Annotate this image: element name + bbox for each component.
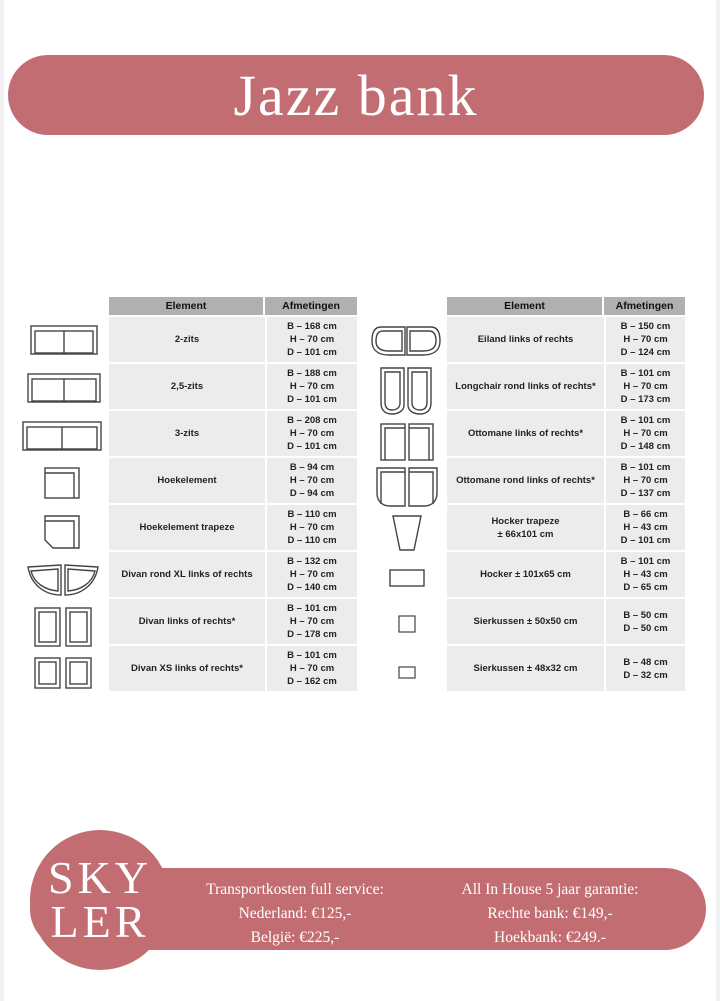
- island-icon: [371, 325, 441, 357]
- sofa-2-5-seat-icon: [27, 373, 101, 403]
- corner-element-icon: [44, 467, 80, 499]
- element-name: Hocker trapeze ± 66x101 cm: [447, 505, 604, 550]
- element-dimensions: B – 101 cm H – 70 cm D – 137 cm: [604, 458, 685, 503]
- element-name: Divan rond XL links of rechts: [109, 552, 265, 597]
- element-dimensions: B – 188 cm H – 70 cm D – 101 cm: [265, 364, 357, 409]
- table-row: [109, 364, 357, 409]
- element-dimensions: B – 208 cm H – 70 cm D – 101 cm: [265, 411, 357, 456]
- element-dimensions: B – 101 cm H – 70 cm D – 173 cm: [604, 364, 685, 409]
- longchair-round-icon: [380, 367, 432, 415]
- logo-line-2: LER: [50, 896, 150, 947]
- transport-belgium: België: €225,-: [250, 929, 340, 946]
- table-row: [109, 317, 357, 362]
- table-row: [447, 646, 685, 691]
- element-name: Ottomane links of rechts*: [447, 411, 604, 456]
- element-dimensions: B – 50 cm D – 50 cm: [604, 599, 685, 644]
- transport-title: Transportkosten full service:: [206, 881, 384, 898]
- hocker-trapeze-icon: [392, 515, 422, 551]
- divan-round-xl-icon: [25, 561, 101, 597]
- right-spec-table: [447, 295, 685, 693]
- column-header-element: Element: [447, 297, 604, 315]
- element-dimensions: B – 48 cm D – 32 cm: [604, 646, 685, 691]
- title-banner: [8, 55, 704, 135]
- column-header-dimensions: Afmetingen: [604, 297, 685, 315]
- cushion-50-icon: [398, 615, 416, 633]
- table-row: [109, 458, 357, 503]
- element-dimensions: B – 101 cm H – 43 cm D – 65 cm: [604, 552, 685, 597]
- element-name: Hoekelement: [109, 458, 265, 503]
- element-name: 3-zits: [109, 411, 265, 456]
- sofa-2-seat-icon: [30, 325, 98, 355]
- element-dimensions: B – 101 cm H – 70 cm D – 178 cm: [265, 599, 357, 644]
- table-row: [447, 599, 685, 644]
- table-row: [447, 505, 685, 550]
- element-dimensions: B – 168 cm H – 70 cm D – 101 cm: [265, 317, 357, 362]
- transport-costs: [183, 878, 407, 950]
- element-name: Hocker ± 101x65 cm: [447, 552, 604, 597]
- element-name: Divan XS links of rechts*: [109, 646, 265, 691]
- ottoman-round-icon: [376, 467, 438, 507]
- table-row: [447, 458, 685, 503]
- cushion-48-icon: [398, 666, 416, 679]
- element-name: Sierkussen ± 50x50 cm: [447, 599, 604, 644]
- element-name: Sierkussen ± 48x32 cm: [447, 646, 604, 691]
- element-dimensions: B – 101 cm H – 70 cm D – 162 cm: [265, 646, 357, 691]
- column-header-element: Element: [109, 297, 265, 315]
- element-dimensions: B – 110 cm H – 70 cm D – 110 cm: [265, 505, 357, 550]
- hocker-icon: [389, 569, 425, 587]
- warranty-title: All In House 5 jaar garantie:: [461, 881, 639, 898]
- warranty-straight-sofa: Rechte bank: €149,-: [487, 905, 613, 922]
- element-name: Ottomane rond links of rechts*: [447, 458, 604, 503]
- table-row: [109, 599, 357, 644]
- corner-trapeze-icon: [44, 515, 80, 549]
- element-dimensions: B – 66 cm H – 43 cm D – 101 cm: [604, 505, 685, 550]
- table-row: [109, 505, 357, 550]
- table-row: [447, 411, 685, 456]
- element-dimensions: B – 150 cm H – 70 cm D – 124 cm: [604, 317, 685, 362]
- brand-logo: [30, 830, 170, 970]
- element-name: Eiland links of rechts: [447, 317, 604, 362]
- warranty-info: [437, 878, 663, 950]
- page-title: Jazz bank: [233, 62, 479, 128]
- warranty-corner-sofa: Hoekbank: €249.-: [494, 929, 606, 946]
- element-name: Divan links of rechts*: [109, 599, 265, 644]
- divan-xs-icon: [34, 657, 92, 689]
- element-name: Hoekelement trapeze: [109, 505, 265, 550]
- ottoman-icon: [380, 423, 434, 461]
- table-row: [109, 411, 357, 456]
- element-dimensions: B – 101 cm H – 70 cm D – 148 cm: [604, 411, 685, 456]
- element-name: Longchair rond links of rechts*: [447, 364, 604, 409]
- table-row: [447, 364, 685, 409]
- table-row: [447, 317, 685, 362]
- element-name: 2-zits: [109, 317, 265, 362]
- sofa-3-seat-icon: [22, 421, 102, 451]
- element-dimensions: B – 94 cm H – 70 cm D – 94 cm: [265, 458, 357, 503]
- divan-icon: [34, 607, 92, 647]
- transport-netherlands: Nederland: €125,-: [238, 905, 352, 922]
- logo-line-1: SKY: [47, 852, 153, 903]
- element-dimensions: B – 132 cm H – 70 cm D – 140 cm: [265, 552, 357, 597]
- table-row: [109, 552, 357, 597]
- element-name: 2,5-zits: [109, 364, 265, 409]
- table-row: [109, 646, 357, 691]
- column-header-dimensions: Afmetingen: [265, 297, 357, 315]
- left-spec-table: [109, 295, 357, 693]
- table-row: [447, 552, 685, 597]
